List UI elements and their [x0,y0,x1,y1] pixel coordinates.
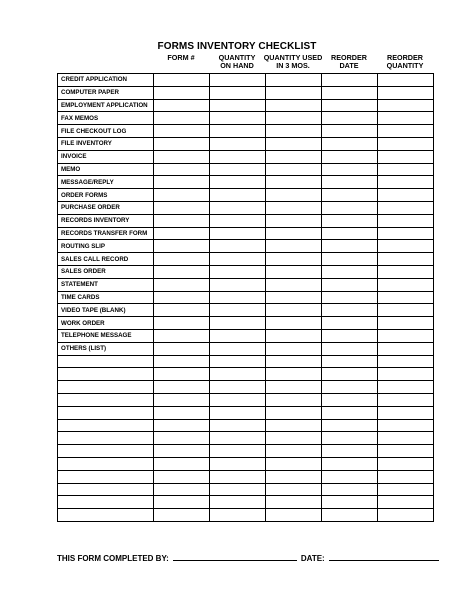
entry-cell[interactable] [210,355,266,368]
entry-cell[interactable] [210,227,266,240]
entry-cell[interactable] [154,201,210,214]
entry-cell[interactable] [154,470,210,483]
entry-cell[interactable] [266,214,322,227]
entry-cell[interactable] [378,342,434,355]
form-footer [57,552,439,563]
entry-cell[interactable] [322,457,378,470]
entry-cell[interactable] [378,381,434,394]
table-row [58,509,434,522]
entry-cell[interactable] [322,342,378,355]
table-row [58,74,434,87]
table-row [58,445,434,458]
entry-cell[interactable] [322,201,378,214]
item-name-cell[interactable]: FAX MEMOS [58,112,154,125]
table-row [58,99,434,112]
item-name-cell[interactable] [58,432,154,445]
entry-cell[interactable] [210,432,266,445]
entry-cell[interactable] [210,406,266,419]
entry-cell[interactable] [322,99,378,112]
entry-cell[interactable] [322,291,378,304]
entry-cell[interactable] [322,278,378,291]
item-name-cell[interactable] [58,496,154,509]
entry-cell[interactable] [210,483,266,496]
entry-cell[interactable] [154,445,210,458]
table-row [58,368,434,381]
entry-cell[interactable] [266,393,322,406]
table-row [58,163,434,176]
table-row [58,483,434,496]
entry-cell[interactable] [154,214,210,227]
entry-cell[interactable] [210,125,266,138]
entry-cell[interactable] [266,240,322,253]
entry-cell[interactable] [266,496,322,509]
entry-cell[interactable] [154,265,210,278]
table-row [58,112,434,125]
table-row [58,329,434,342]
entry-cell[interactable] [378,432,434,445]
entry-cell[interactable] [322,112,378,125]
item-name-cell[interactable] [58,483,154,496]
entry-cell[interactable] [266,278,322,291]
table-row [58,86,434,99]
entry-cell[interactable] [266,74,322,87]
table-row [58,278,434,291]
entry-cell[interactable] [266,150,322,163]
item-name-cell[interactable] [58,381,154,394]
entry-cell[interactable] [266,201,322,214]
entry-cell[interactable] [378,176,434,189]
entry-cell[interactable] [266,483,322,496]
table-row [58,304,434,317]
entry-cell[interactable] [210,176,266,189]
date-field[interactable] [329,552,439,561]
entry-cell[interactable] [154,368,210,381]
entry-cell[interactable] [378,317,434,330]
entry-cell[interactable] [322,381,378,394]
table-row [58,125,434,138]
entry-cell[interactable] [378,355,434,368]
entry-cell[interactable] [154,189,210,202]
entry-cell[interactable] [154,176,210,189]
entry-cell[interactable] [378,137,434,150]
entry-cell[interactable] [266,342,322,355]
column-header-reorder-quantity: REORDER QUANTITY [386,53,424,71]
table-row [58,355,434,368]
entry-cell[interactable] [154,419,210,432]
entry-cell[interactable] [266,470,322,483]
entry-cell[interactable] [266,406,322,419]
table-row [58,291,434,304]
entry-cell[interactable] [154,317,210,330]
item-name-cell[interactable] [58,368,154,381]
item-name-cell[interactable]: PURCHASE ORDER [58,201,154,214]
entry-cell[interactable] [210,393,266,406]
column-header-form-number: FORM # [167,53,195,62]
entry-cell[interactable] [378,86,434,99]
entry-cell[interactable] [322,509,378,522]
entry-cell[interactable] [210,112,266,125]
entry-cell[interactable] [210,457,266,470]
table-row [58,227,434,240]
entry-cell[interactable] [154,496,210,509]
entry-cell[interactable] [154,74,210,87]
table-row [58,457,434,470]
table-row [58,342,434,355]
entry-cell[interactable] [266,304,322,317]
table-row [58,432,434,445]
item-name-cell[interactable]: FILE CHECKOUT LOG [58,125,154,138]
table-row [58,150,434,163]
entry-cell[interactable] [322,189,378,202]
entry-cell[interactable] [210,253,266,266]
entry-cell[interactable] [378,240,434,253]
entry-cell[interactable] [378,278,434,291]
entry-cell[interactable] [154,355,210,368]
item-name-cell[interactable] [58,419,154,432]
entry-cell[interactable] [210,163,266,176]
entry-cell[interactable] [266,329,322,342]
entry-cell[interactable] [322,304,378,317]
item-name-cell[interactable] [58,470,154,483]
table-row [58,137,434,150]
entry-cell[interactable] [378,265,434,278]
entry-cell[interactable] [210,509,266,522]
entry-cell[interactable] [154,240,210,253]
entry-cell[interactable] [378,496,434,509]
entry-cell[interactable] [378,457,434,470]
entry-cell[interactable] [154,150,210,163]
entry-cell[interactable] [378,227,434,240]
entry-cell[interactable] [266,457,322,470]
entry-cell[interactable] [322,393,378,406]
entry-cell[interactable] [210,214,266,227]
entry-cell[interactable] [322,368,378,381]
entry-cell[interactable] [266,227,322,240]
entry-cell[interactable] [322,125,378,138]
item-name-cell[interactable]: STATEMENT [58,278,154,291]
column-header-quantity-on-hand: QUANTITY ON HAND [218,53,256,71]
item-name-cell[interactable]: CREDIT APPLICATION [58,74,154,87]
entry-cell[interactable] [210,381,266,394]
entry-cell[interactable] [154,304,210,317]
entry-cell[interactable] [210,368,266,381]
entry-cell[interactable] [210,99,266,112]
table-row [58,240,434,253]
entry-cell[interactable] [154,163,210,176]
entry-cell[interactable] [210,278,266,291]
entry-cell[interactable] [266,99,322,112]
entry-cell[interactable] [266,253,322,266]
entry-cell[interactable] [210,445,266,458]
item-name-cell[interactable] [58,445,154,458]
entry-cell[interactable] [210,189,266,202]
item-name-cell[interactable]: MESSAGE/REPLY [58,176,154,189]
entry-cell[interactable] [378,483,434,496]
entry-cell[interactable] [378,406,434,419]
item-name-cell[interactable]: SALES CALL RECORD [58,253,154,266]
entry-cell[interactable] [322,86,378,99]
entry-cell[interactable] [266,419,322,432]
entry-cell[interactable] [154,381,210,394]
entry-cell[interactable] [154,291,210,304]
entry-cell[interactable] [322,227,378,240]
table-row [58,214,434,227]
entry-cell[interactable] [210,496,266,509]
entry-cell[interactable] [322,163,378,176]
entry-cell[interactable] [322,150,378,163]
completed-by-field[interactable] [173,552,297,561]
item-name-cell[interactable]: ROUTING SLIP [58,240,154,253]
entry-cell[interactable] [266,163,322,176]
entry-cell[interactable] [266,125,322,138]
table-row [58,470,434,483]
entry-cell[interactable] [322,483,378,496]
entry-cell[interactable] [378,291,434,304]
entry-cell[interactable] [322,74,378,87]
entry-cell[interactable] [378,163,434,176]
item-name-cell[interactable] [58,393,154,406]
entry-cell[interactable] [154,86,210,99]
entry-cell[interactable] [322,176,378,189]
entry-cell[interactable] [322,214,378,227]
entry-cell[interactable] [266,355,322,368]
item-name-cell[interactable]: INVOICE [58,150,154,163]
entry-cell[interactable] [322,240,378,253]
entry-cell[interactable] [378,74,434,87]
entry-cell[interactable] [378,304,434,317]
entry-cell[interactable] [322,496,378,509]
entry-cell[interactable] [322,355,378,368]
entry-cell[interactable] [378,509,434,522]
table-row [58,265,434,278]
entry-cell[interactable] [322,432,378,445]
entry-cell[interactable] [154,137,210,150]
entry-cell[interactable] [266,317,322,330]
entry-cell[interactable] [154,112,210,125]
entry-cell[interactable] [378,112,434,125]
item-name-cell[interactable]: WORK ORDER [58,317,154,330]
entry-cell[interactable] [210,291,266,304]
entry-cell[interactable] [154,432,210,445]
entry-cell[interactable] [322,265,378,278]
item-name-cell[interactable]: COMPUTER PAPER [58,86,154,99]
inventory-table-body [58,74,434,522]
entry-cell[interactable] [378,214,434,227]
table-row [58,381,434,394]
entry-cell[interactable] [154,509,210,522]
entry-cell[interactable] [154,125,210,138]
entry-cell[interactable] [210,240,266,253]
entry-cell[interactable] [378,201,434,214]
item-name-cell[interactable]: RECORDS INVENTORY [58,214,154,227]
entry-cell[interactable] [210,201,266,214]
table-row [58,496,434,509]
item-name-cell[interactable]: FILE INVENTORY [58,137,154,150]
entry-cell[interactable] [154,406,210,419]
entry-cell[interactable] [322,470,378,483]
item-name-cell[interactable]: EMPLOYMENT APPLICATION [58,99,154,112]
entry-cell[interactable] [266,189,322,202]
item-name-cell[interactable] [58,406,154,419]
entry-cell[interactable] [154,342,210,355]
entry-cell[interactable] [210,419,266,432]
entry-cell[interactable] [210,150,266,163]
entry-cell[interactable] [154,278,210,291]
entry-cell[interactable] [210,329,266,342]
entry-cell[interactable] [322,445,378,458]
entry-cell[interactable] [378,445,434,458]
item-name-cell[interactable]: VIDEO TAPE (BLANK) [58,304,154,317]
entry-cell[interactable] [378,393,434,406]
entry-cell[interactable] [378,419,434,432]
entry-cell[interactable] [210,304,266,317]
entry-cell[interactable] [378,125,434,138]
item-name-cell[interactable]: OTHERS (LIST) [58,342,154,355]
entry-cell[interactable] [266,291,322,304]
entry-cell[interactable] [378,470,434,483]
item-name-cell[interactable] [58,355,154,368]
entry-cell[interactable] [266,137,322,150]
entry-cell[interactable] [210,470,266,483]
table-row [58,253,434,266]
item-name-cell[interactable]: TELEPHONE MESSAGE [58,329,154,342]
column-header-reorder-date: REORDER DATE [331,53,367,71]
entry-cell[interactable] [266,368,322,381]
entry-cell[interactable] [154,227,210,240]
item-name-cell[interactable]: MEMO [58,163,154,176]
entry-cell[interactable] [154,99,210,112]
item-name-cell[interactable]: SALES ORDER [58,265,154,278]
entry-cell[interactable] [210,137,266,150]
entry-cell[interactable] [378,253,434,266]
entry-cell[interactable] [266,432,322,445]
entry-cell[interactable] [322,137,378,150]
entry-cell[interactable] [154,393,210,406]
entry-cell[interactable] [154,483,210,496]
entry-cell[interactable] [266,176,322,189]
entry-cell[interactable] [154,457,210,470]
completed-by-label: THIS FORM COMPLETED BY: [57,554,169,563]
entry-cell[interactable] [378,189,434,202]
entry-cell[interactable] [266,445,322,458]
item-name-cell[interactable] [58,509,154,522]
table-row [58,176,434,189]
table-row [58,201,434,214]
form-title: FORMS INVENTORY CHECKLIST [157,41,317,52]
entry-cell[interactable] [154,329,210,342]
item-name-cell[interactable]: TIME CARDS [58,291,154,304]
entry-cell[interactable] [378,368,434,381]
entry-cell[interactable] [322,317,378,330]
entry-cell[interactable] [210,265,266,278]
entry-cell[interactable] [266,112,322,125]
table-row [58,406,434,419]
entry-cell[interactable] [210,317,266,330]
entry-cell[interactable] [378,329,434,342]
table-row [58,419,434,432]
entry-cell[interactable] [378,150,434,163]
table-row [58,189,434,202]
entry-cell[interactable] [322,253,378,266]
entry-cell[interactable] [266,265,322,278]
item-name-cell[interactable]: RECORDS TRANSFER FORM [58,227,154,240]
date-label: DATE: [300,554,325,563]
entry-cell[interactable] [322,329,378,342]
item-name-cell[interactable] [58,457,154,470]
entry-cell[interactable] [322,406,378,419]
entry-cell[interactable] [154,253,210,266]
column-header-quantity-used: QUANTITY USED IN 3 MOS. [263,53,323,71]
inventory-table [57,73,434,522]
entry-cell[interactable] [322,419,378,432]
table-row [58,317,434,330]
table-row [58,393,434,406]
item-name-cell[interactable]: ORDER FORMS [58,189,154,202]
entry-cell[interactable] [378,99,434,112]
entry-cell[interactable] [266,381,322,394]
entry-cell[interactable] [266,509,322,522]
entry-cell[interactable] [210,86,266,99]
entry-cell[interactable] [210,74,266,87]
entry-cell[interactable] [266,86,322,99]
entry-cell[interactable] [210,342,266,355]
